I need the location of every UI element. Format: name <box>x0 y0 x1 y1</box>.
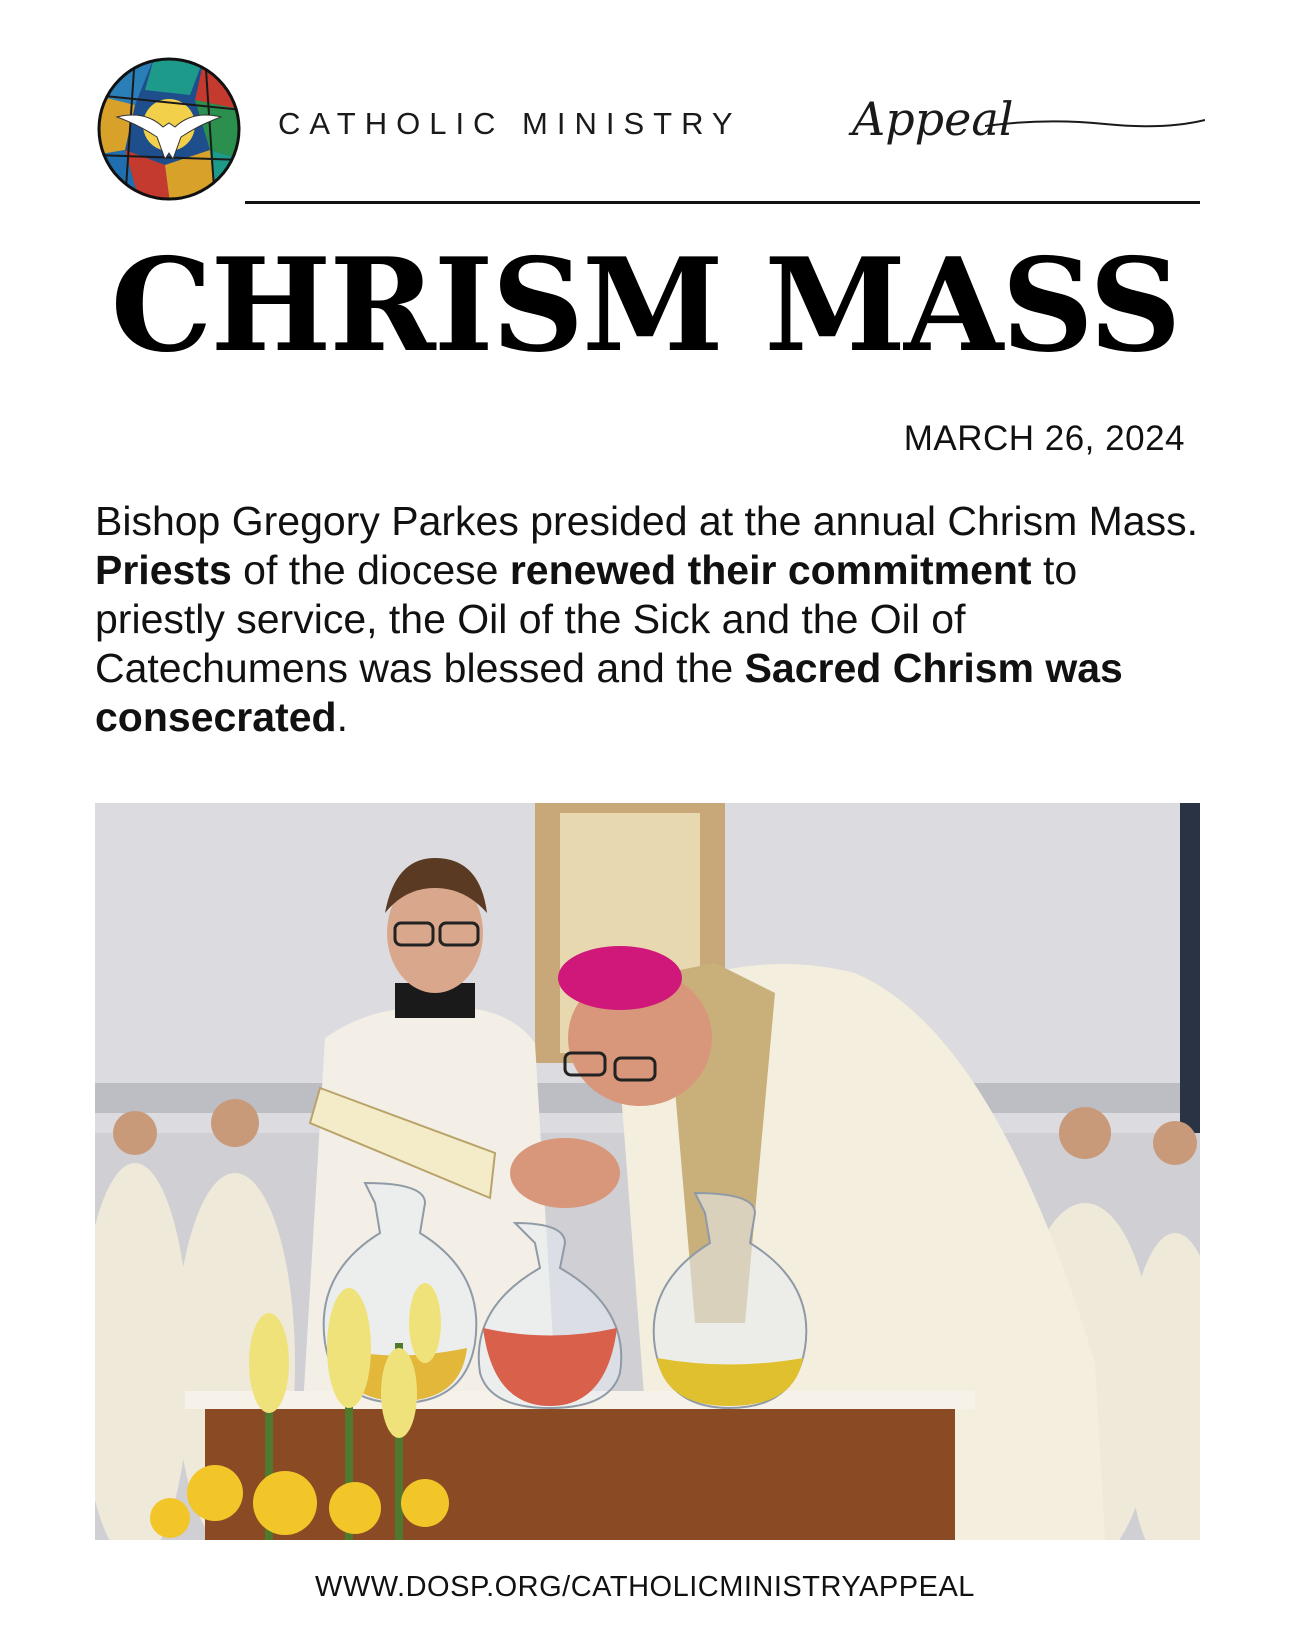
brand-script: Appeal <box>852 92 1014 146</box>
description-text: Bishop Gregory Parkes presided at the annual Chrism Mass. <box>95 498 1198 544</box>
event-date: MARCH 26, 2024 <box>903 419 1185 458</box>
description-bold: renewed their commitment <box>509 547 1032 593</box>
dove-stained-glass-icon <box>95 55 243 203</box>
description-bold: Priests <box>95 547 232 593</box>
description-text: of the diocese <box>231 547 510 593</box>
description-text: to priestly service, the Oil of the Sick and the Oil of Catechumens was blessed and the <box>95 547 1078 691</box>
header-divider <box>245 201 1200 204</box>
event-description <box>95 497 1215 742</box>
page-title: CHRISM MASS <box>110 231 1180 381</box>
description-text: . <box>336 694 348 740</box>
website-url[interactable]: WWW.DOSP.ORG/CATHOLICMINISTRYAPPEAL <box>315 1571 975 1603</box>
swash-icon <box>985 108 1205 138</box>
description-bold: Sacred Chrism was consecrated <box>95 645 1123 740</box>
brand-name: CATHOLIC MINISTRY <box>278 106 742 141</box>
chrism-mass-photo <box>95 803 1200 1540</box>
